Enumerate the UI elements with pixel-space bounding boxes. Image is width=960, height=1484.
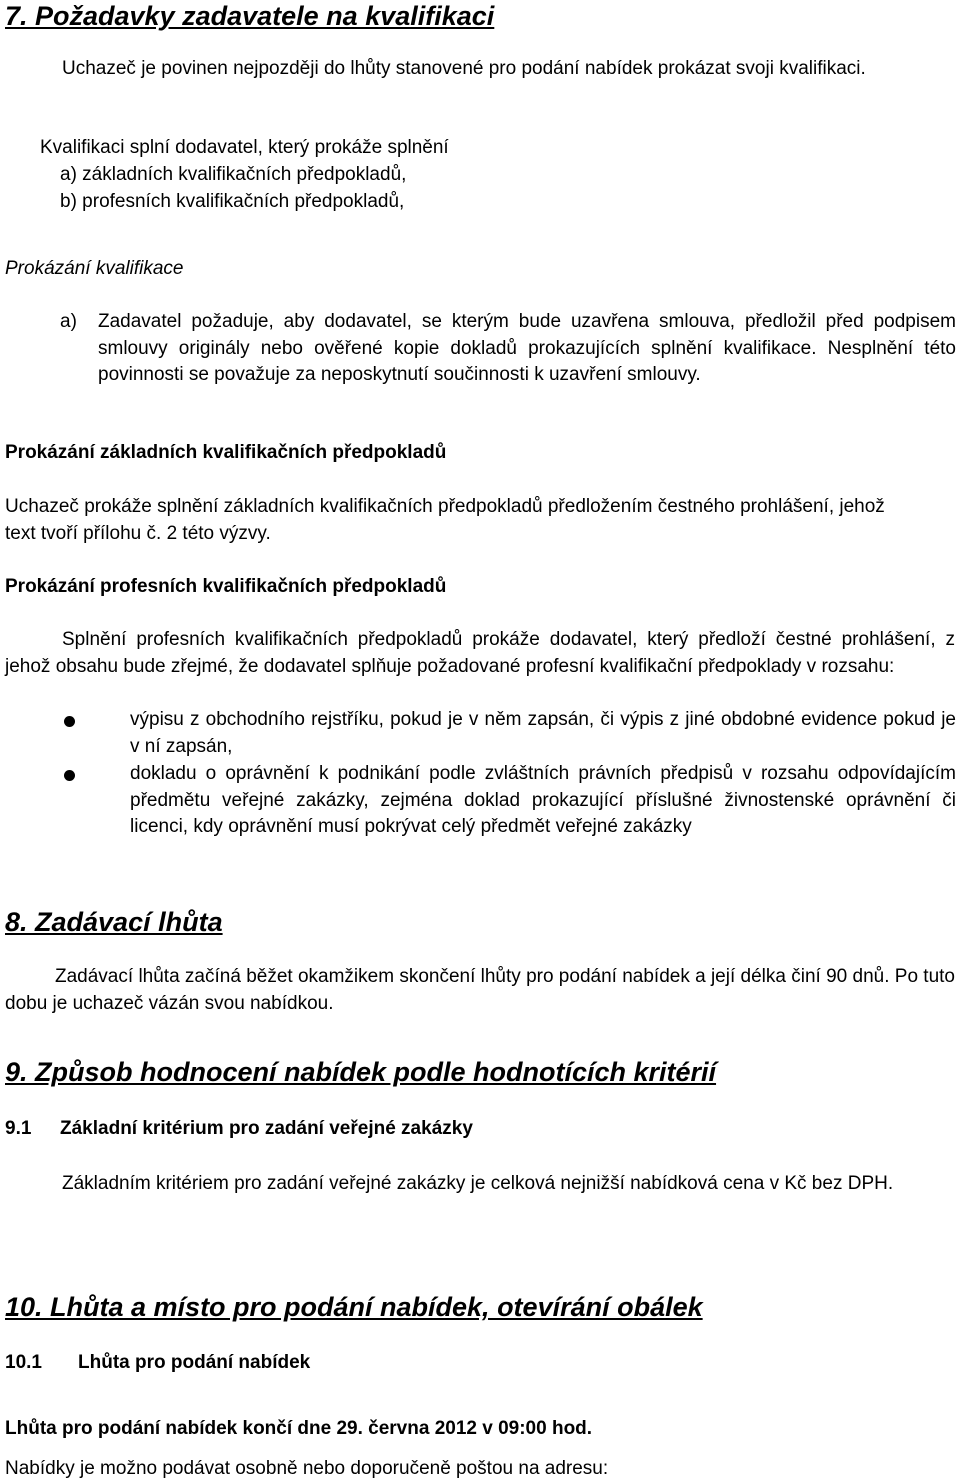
proof-item-a-label: a) <box>60 311 77 332</box>
section-8-text: Zadávací lhůta začíná běžet okamžikem skončení lhůty pro podání nabídek a její délka činí 90 dnů. Po tuto dobu je uchazeč vázán svou nabídkou. <box>5 966 955 1014</box>
section-10-1-number: 10.1 <box>5 1352 42 1373</box>
submission-delivery: Nabídky je možno podávat osobně nebo doporučeně poštou na adresu: <box>5 1458 609 1479</box>
section-9-heading: 9. Způsob hodnocení nabídek podle hodnotících kritérií <box>5 1057 717 1087</box>
section-7-intro: Uchazeč je povinen nejpozději do lhůty stanovené pro podání nabídek prokázat svoji kvalifikaci. <box>62 58 866 79</box>
bullet-dot-icon <box>64 716 75 727</box>
section-10-1-title: Lhůta pro podání nabídek <box>78 1352 311 1373</box>
section-9-1-title: Základní kritérium pro zadání veřejné zakázky <box>60 1118 473 1139</box>
qualify-item-a: a) základních kvalifikačních předpokladů, <box>60 164 407 185</box>
qualify-intro: Kvalifikaci splní dodavatel, který prokáže splnění <box>40 137 449 158</box>
list-item: výpisu z obchodního rejstříku, pokud je v něm zapsán, či výpis z jiné obdobné evidence pokud je v ní zapsán, <box>130 709 956 757</box>
list-item: dokladu o oprávnění k podnikání podle zvláštních právních předpisů v rozsahu odpovídajícím předmětu veřejné zakázky, zejména doklad prokazující příslušné živnostenské oprávnění či licenci, kdy oprávnění musí pokrývat celý předmět veřejné zakázky <box>130 763 956 837</box>
section-10-heading: 10. Lhůta a místo pro podání nabídek, otevírání obálek <box>5 1292 703 1322</box>
professional-qualification-heading: Prokázání profesních kvalifikačních předpokladů <box>5 576 447 597</box>
basic-qualification-heading: Prokázání základních kvalifikačních předpokladů <box>5 442 447 463</box>
professional-qualification-text: Splnění profesních kvalifikačních předpokladů prokáže dodavatel, který předloží čestné prohlášení, z jehož obsahu bude zřejmé, že dodavatel splňuje požadované profesní kvalifikační předpoklady v rozsahu: <box>5 629 955 677</box>
section-7-heading: 7. Požadavky zadavatele na kvalifikaci <box>5 1 495 31</box>
section-8-heading: 8. Zadávací lhůta <box>5 907 223 937</box>
section-9-1-text: Základním kritériem pro zadání veřejné zakázky je celková nejnižší nabídková cena v Kč bez DPH. <box>62 1173 894 1194</box>
bullet-dot-icon <box>64 770 75 781</box>
basic-qualification-text: Uchazeč prokáže splnění základních kvalifikačních předpokladů předložením čestného prohlášení, jehož text tvoří přílohu č. 2 této výzvy. <box>5 496 885 544</box>
submission-deadline: Lhůta pro podání nabídek končí dne 29. června 2012 v 09:00 hod. <box>5 1418 593 1439</box>
proof-item-a-text: Zadavatel požaduje, aby dodavatel, se kterým bude uzavřena smlouva, předložil před podpisem smlouvy originály nebo ověřené kopie dokladů prokazujících splnění kvalifikace. Nesplnění této povinnosti se považuje za neposkytnutí součinnosti k uzavření smlouvy. <box>98 311 956 385</box>
section-9-1-number: 9.1 <box>5 1118 32 1139</box>
qualify-item-b: b) profesních kvalifikačních předpokladů, <box>60 191 405 212</box>
proof-heading: Prokázání kvalifikace <box>5 258 184 279</box>
